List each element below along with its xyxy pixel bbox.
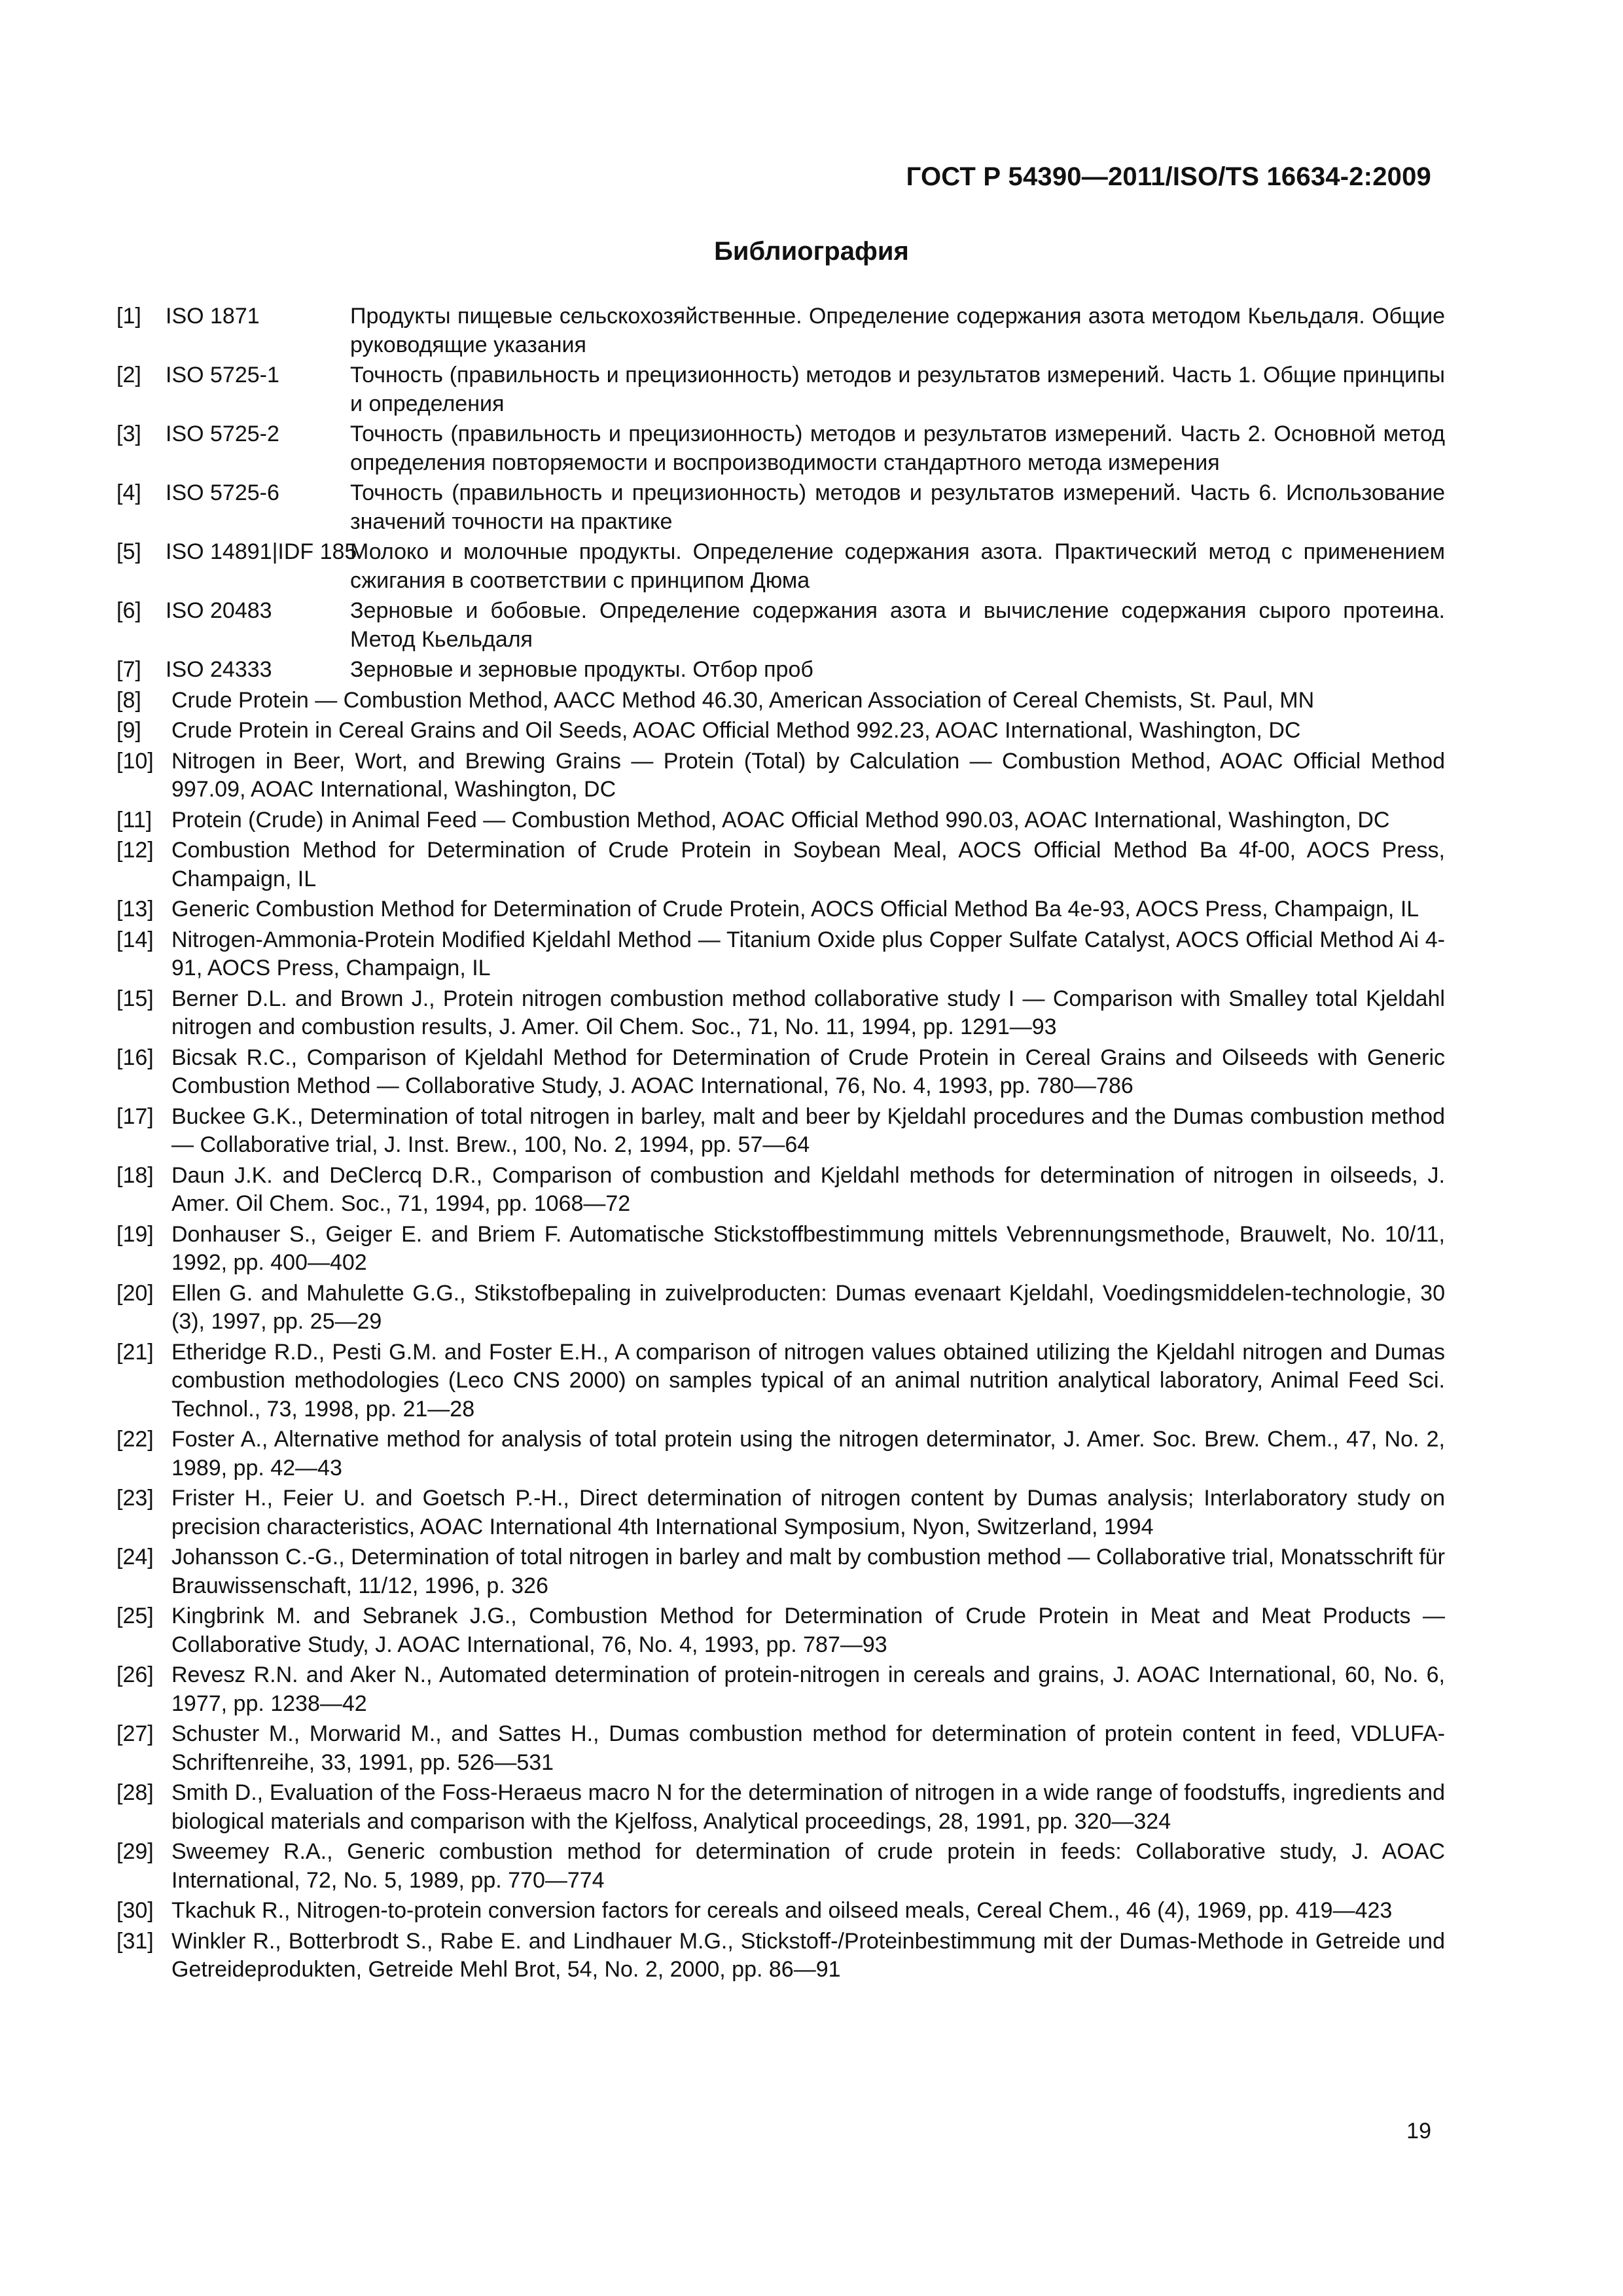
reference-title: Зерновые и зерновые продукты. Отбор проб	[350, 657, 813, 682]
reference-item	[116, 538, 1445, 595]
reference-standard-code: ISO 5725-1	[166, 363, 279, 387]
reference-number: [7]	[116, 657, 141, 682]
reference-item	[116, 1543, 1445, 1600]
reference-number: [13]	[116, 897, 154, 922]
reference-item	[116, 479, 1445, 536]
reference-item	[116, 1338, 1445, 1424]
reference-number: [28]	[116, 1780, 154, 1805]
reference-text: Etheridge R.D., Pesti G.M. and Foster E.H., A comparison of nitrogen values obtained utilizing the Kjeldahl nitrogen and Dumas combustion methodologies (Leco CNS 2000) on samples typical of an animal nutrition analytical laboratory, Animal Feed Sci. Technol., 73, 1998, pp. 21—28	[171, 1339, 1445, 1422]
reference-text: Generic Combustion Method for Determination of Crude Protein, AOCS Official Method Ba 4e-93, AOCS Press, Champaign, IL	[171, 897, 1419, 922]
reference-number: [22]	[116, 1427, 154, 1452]
bibliography-title: Библиография	[714, 237, 909, 266]
reference-item	[116, 926, 1445, 983]
reference-number: [9]	[116, 718, 141, 743]
reference-title: Точность (правильность и прецизионность) методов и результатов измерений. Часть 1. Общие принципы и определения	[350, 363, 1445, 416]
reference-standard-code: ISO 20483	[166, 598, 272, 623]
reference-item	[116, 687, 1445, 715]
reference-standard-code: ISO 5725-2	[166, 422, 279, 446]
page-number: 19	[1406, 2119, 1431, 2144]
reference-text: Donhauser S., Geiger E. and Briem F. Automatische Stickstoffbestimmung mittels Vebrennungsmethode, Brauwelt, No. 10/11, 1992, pp. 400—402	[171, 1221, 1445, 1275]
reference-number: [20]	[116, 1280, 154, 1306]
reference-number: [30]	[116, 1898, 154, 1923]
reference-item	[116, 1221, 1445, 1278]
reference-number: [27]	[116, 1721, 154, 1746]
reference-number: [15]	[116, 986, 154, 1011]
reference-text: Frister H., Feier U. and Goetsch P.-H., Direct determination of nitrogen content by Dumas analysis; Interlaboratory study on precision characteristics, AOAC International 4th International Symposium, Nyon, Switzerland, 1994	[171, 1486, 1445, 1539]
reference-item	[116, 597, 1445, 654]
reference-text: Ellen G. and Mahulette G.G., Stikstofbepaling in zuivelproducten: Dumas evenaart Kjeldahl, Voedingsmiddelen-technologie, 30 (3), 1997, pp. 25—29	[171, 1280, 1445, 1334]
reference-number: [18]	[116, 1162, 154, 1188]
reference-item	[116, 302, 1445, 359]
reference-item	[116, 361, 1445, 418]
reference-number: [24]	[116, 1545, 154, 1570]
reference-item	[116, 1280, 1445, 1336]
reference-standard-code: ISO 24333	[166, 657, 272, 682]
reference-number: [8]	[116, 687, 141, 713]
reference-text: Crude Protein in Cereal Grains and Oil Seeds, AOAC Official Method 992.23, AOAC International, Washington, DC	[171, 718, 1301, 743]
reference-text: Daun J.K. and DeClercq D.R., Comparison of combustion and Kjeldahl methods for determination of nitrogen in oilseeds, J. Amer. Oil Chem. Soc., 71, 1994, pp. 1068—72	[171, 1162, 1445, 1216]
reference-text: Tkachuk R., Nitrogen-to-protein conversion factors for cereals and oilseed meals, Cereal Chem., 46 (4), 1969, pp. 419—423	[171, 1898, 1393, 1923]
reference-text: Nitrogen in Beer, Wort, and Brewing Grains — Protein (Total) by Calculation — Combustion Method, AOAC Official Method 997.09, AOAC International, Washington, DC	[171, 748, 1445, 802]
reference-text: Sweemey R.A., Generic combustion method for determination of crude protein in feeds: Collaborative study, J. AOAC International, 72, No. 5, 1989, pp. 770—774	[171, 1839, 1445, 1893]
reference-number: [16]	[116, 1045, 154, 1070]
reference-number: [3]	[116, 422, 141, 446]
reference-number: [14]	[116, 927, 154, 952]
reference-title: Молоко и молочные продукты. Определение содержания азота. Практический метод с применением сжигания в соответствии с принципом Дюма	[350, 539, 1445, 593]
reference-title: Зерновые и бобовые. Определение содержания азота и вычисление содержания сырого протеина. Метод Кьельдаля	[350, 598, 1445, 652]
reference-item	[116, 1484, 1445, 1541]
reference-number: [5]	[116, 539, 141, 564]
reference-text: Bicsak R.C., Comparison of Kjeldahl Method for Determination of Crude Protein in Cereal Grains and Oilseeds with Generic Combustion Method — Collaborative Study, J. AOAC International, 76, No. 4, 1993, pp. 780—786	[171, 1045, 1445, 1098]
reference-item	[116, 836, 1445, 893]
reference-text: Schuster M., Morwarid M., and Sattes H., Dumas combustion method for determination of protein content in feed, VDLUFA-Schriftenreihe, 33, 1991, pp. 526—531	[171, 1721, 1445, 1775]
reference-standard-code: ISO 5725-6	[166, 480, 279, 505]
reference-text: Nitrogen-Ammonia-Protein Modified Kjeldahl Method — Titanium Oxide plus Copper Sulfate Catalyst, AOCS Official Method Ai 4-91, AOCS Press, Champaign, IL	[171, 927, 1445, 980]
reference-standard-code: ISO 14891|IDF 185	[166, 539, 357, 564]
reference-text: Crude Protein — Combustion Method, AACC Method 46.30, American Association of Cereal Chemists, St. Paul, MN	[171, 687, 1315, 713]
reference-item	[116, 1661, 1445, 1718]
reference-item	[116, 1103, 1445, 1160]
reference-item	[116, 895, 1445, 924]
reference-number: [29]	[116, 1839, 154, 1864]
reference-item	[116, 1897, 1445, 1926]
reference-item	[116, 656, 1445, 685]
reference-text: Buckee G.K., Determination of total nitrogen in barley, malt and beer by Kjeldahl procedures and the Dumas combustion method — Collaborative trial, J. Inst. Brew., 100, No. 2, 1994, pp. 57—64	[171, 1103, 1445, 1157]
reference-number: [23]	[116, 1486, 154, 1511]
reference-item	[116, 1602, 1445, 1659]
reference-text: Winkler R., Botterbrodt S., Rabe E. and Lindhauer M.G., Stickstoff-/Proteinbestimmung mit der Dumas-Methode in Getreide und Getreideprodukten, Getreide Mehl Brot, 54, No. 2, 2000, pp. 86—91	[171, 1928, 1445, 1982]
reference-item	[116, 1779, 1445, 1836]
reference-item	[116, 1426, 1445, 1482]
reference-number: [2]	[116, 363, 141, 387]
reference-item	[116, 806, 1445, 835]
reference-number: [25]	[116, 1604, 154, 1628]
reference-item	[116, 1044, 1445, 1101]
reference-item	[116, 1720, 1445, 1777]
reference-item	[116, 420, 1445, 477]
reference-number: [19]	[116, 1221, 154, 1247]
reference-item	[116, 1838, 1445, 1895]
reference-text: Foster A., Alternative method for analysis of total protein using the nitrogen determinator, J. Amer. Soc. Brew. Chem., 47, No. 2, 1989, pp. 42—43	[171, 1427, 1445, 1480]
reference-text: Kingbrink M. and Sebranek J.G., Combustion Method for Determination of Crude Protein in Meat and Meat Products — Collaborative Study, J. AOAC International, 76, No. 4, 1993, pp. 787—93	[171, 1604, 1445, 1657]
reference-number: [6]	[116, 598, 141, 623]
reference-number: [11]	[116, 807, 152, 833]
reference-text: Johansson C.-G., Determination of total nitrogen in barley and malt by combustion method — Collaborative trial, Monatsschrift für Brauwissenschaft, 11/12, 1996, p. 326	[171, 1545, 1445, 1598]
reference-title: Точность (правильность и прецизионность) методов и результатов измерений. Часть 2. Основной метод определения повторяемости и воспроизводимости стандартного метода измерения	[350, 422, 1445, 475]
reference-number: [12]	[116, 838, 154, 863]
reference-item	[116, 1928, 1445, 1984]
reference-text: Protein (Crude) in Animal Feed — Combustion Method, AOAC Official Method 990.03, AOAC International, Washington, DC	[171, 807, 1390, 833]
reference-text: Revesz R.N. and Aker N., Automated determination of protein-nitrogen in cereals and grains, J. AOAC International, 60, No. 6, 1977, pp. 1238—42	[171, 1662, 1445, 1716]
reference-title: Точность (правильность и прецизионность) методов и результатов измерений. Часть 6. Использование значений точности на практике	[350, 480, 1445, 534]
reference-number: [10]	[116, 748, 154, 774]
reference-text: Combustion Method for Determination of Crude Protein in Soybean Meal, AOCS Official Method Ba 4f-00, AOCS Press, Champaign, IL	[171, 838, 1445, 891]
reference-number: [26]	[116, 1662, 154, 1687]
reference-item	[116, 1162, 1445, 1219]
reference-item	[116, 747, 1445, 804]
reference-number: [1]	[116, 304, 141, 329]
reference-title: Продукты пищевые сельскохозяйственные. Определение содержания азота методом Кьельдаля. Общие руководящие указания	[350, 304, 1445, 357]
reference-number: [21]	[116, 1339, 154, 1365]
document-code: ГОСТ Р 54390—2011/ISO/TS 16634-2:2009	[906, 162, 1431, 191]
reference-item	[116, 717, 1445, 745]
reference-number: [31]	[116, 1928, 154, 1954]
reference-number: [4]	[116, 480, 141, 505]
reference-item	[116, 985, 1445, 1042]
reference-text: Berner D.L. and Brown J., Protein nitrogen combustion method collaborative study I — Comparison with Smalley total Kjeldahl nitrogen and combustion results, J. Amer. Oil Chem. Soc., 71, No. 11, 1994, pp. 1291—93	[171, 986, 1445, 1039]
reference-number: [17]	[116, 1103, 154, 1129]
reference-standard-code: ISO 1871	[166, 304, 260, 329]
reference-text: Smith D., Evaluation of the Foss-Heraeus macro N for the determination of nitrogen in a wide range of foodstuffs, ingredients and biological materials and comparison with the Kjelfoss, Analytical proceedings, 28, 1991, pp. 320—324	[171, 1780, 1445, 1834]
bibliography-list	[116, 302, 1445, 1986]
